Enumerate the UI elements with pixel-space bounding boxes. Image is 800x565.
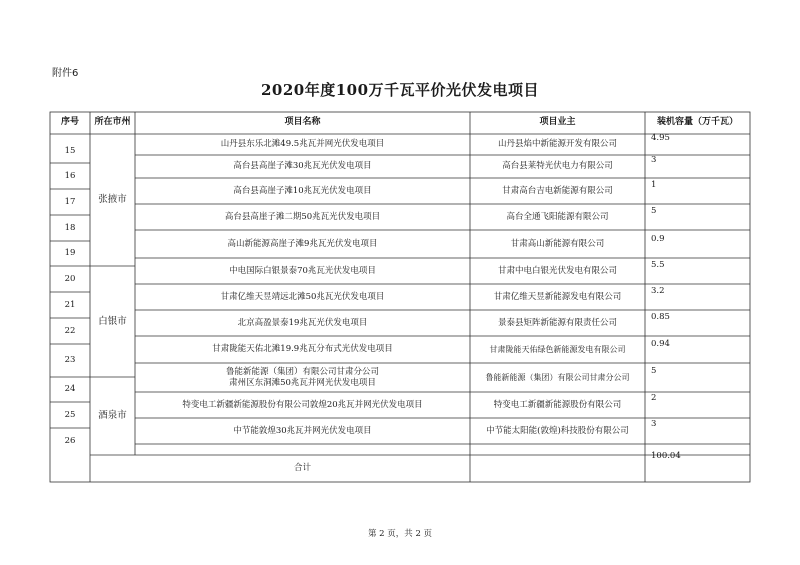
city-baiyin: 白银市	[98, 315, 127, 327]
project-owner: 景泰县矩阵新能源有限责任公司	[497, 317, 617, 328]
page-footer: 第 2 页，共 2 页	[367, 529, 433, 539]
project-capacity: 5.5	[651, 259, 665, 270]
row-seq: 19	[64, 248, 76, 259]
project-name	[135, 363, 470, 392]
project-owner: 特变电工新疆新能源股份有限公司	[493, 399, 622, 410]
project-owner: 甘肃亿维天昱新能源发电有限公司	[493, 291, 622, 302]
project-owner: 甘肃陇能天佑绿色新能源发电有限公司	[489, 344, 626, 354]
project-owner: 甘肃高台吉电新能源有限公司	[502, 185, 613, 196]
header-city: 所在市州	[94, 117, 131, 128]
project-name: 高台县高崖子滩30兆瓦光伏发电项目	[233, 161, 372, 172]
project-owner: 甘肃中电白银光伏发电有限公司	[497, 265, 617, 276]
project-owner: 甘肃高山新能源有限公司	[510, 238, 605, 249]
row-seq: 16	[64, 170, 76, 181]
project-name: 甘肃亿维天昱靖远北滩50兆瓦光伏发电项目	[220, 291, 385, 302]
project-name: 高台县高崖子滩10兆瓦光伏发电项目	[233, 185, 372, 196]
project-capacity: 2	[651, 392, 657, 403]
project-capacity: 0.94	[651, 339, 670, 350]
project-name: 中节能敦煌30兆瓦并网光伏发电项目	[233, 425, 372, 436]
project-capacity: 0.9	[651, 233, 665, 244]
project-name: 北京高盈景泰19兆瓦光伏发电项目	[237, 317, 368, 328]
header-capacity: 装机容量（万千瓦）	[656, 117, 738, 128]
row-seq: 17	[64, 196, 76, 207]
city-jiuquan: 酒泉市	[98, 410, 127, 422]
page-title: 2020年度100万千瓦平价光伏发电项目	[260, 81, 540, 99]
project-capacity: 3.2	[651, 285, 665, 296]
row-seq: 25	[64, 409, 76, 420]
attachment-label: 附件6	[52, 68, 79, 79]
row-seq: 24	[64, 384, 76, 395]
project-name: 中电国际白银景泰70兆瓦光伏发电项目	[229, 265, 376, 276]
project-name-line1: 鲁能新能源（集团）有限公司甘肃分公司	[225, 366, 379, 377]
project-name: 高山新能源高崖子滩9兆瓦光伏发电项目	[227, 238, 378, 249]
project-name: 高台县高崖子滩二期50兆瓦光伏发电项目	[224, 211, 381, 222]
project-owner: 中节能太阳能(敦煌)科技股份有限公司	[486, 425, 629, 436]
project-name: 特变电工新疆新能源股份有限公司敦煌20兆瓦并网光伏发电项目	[182, 399, 423, 410]
total-capacity: 100.04	[651, 450, 681, 461]
project-owner: 高台全通飞阳能源有限公司	[506, 211, 609, 222]
project-name: 山丹县东乐北滩49.5兆瓦并网光伏发电项目	[220, 139, 385, 150]
project-name-line2: 肃州区东洞滩50兆瓦并网光伏发电项目	[229, 377, 376, 388]
total-label: 合计	[293, 463, 311, 474]
project-capacity: 3	[651, 418, 657, 429]
project-owner: 鲁能新能源（集团）有限公司甘肃分公司	[485, 372, 630, 382]
project-owner: 高台县莱特光伏电力有限公司	[502, 161, 613, 172]
project-owner: 山丹县焰中新能源开发有限公司	[497, 139, 617, 150]
project-capacity: 4.95	[651, 133, 670, 144]
project-capacity: 5	[651, 205, 657, 216]
row-seq: 15	[64, 146, 76, 157]
row-seq: 18	[64, 222, 76, 233]
header-seq: 序号	[60, 117, 79, 128]
row-seq: 21	[64, 299, 76, 310]
header-project-owner: 项目业主	[539, 117, 576, 128]
row-seq: 23	[64, 355, 76, 366]
row-seq: 20	[64, 273, 76, 284]
project-capacity: 0.85	[651, 311, 670, 322]
header-project-name: 项目名称	[284, 117, 321, 128]
project-capacity: 3	[651, 155, 657, 166]
project-capacity: 5	[651, 366, 657, 377]
city-zhangye: 张掖市	[98, 194, 127, 206]
row-seq: 22	[64, 325, 76, 336]
project-capacity: 1	[651, 179, 657, 190]
project-name: 甘肃陇能天佑北滩19.9兆瓦分布式光伏发电项目	[212, 344, 393, 355]
row-seq: 26	[64, 436, 76, 447]
